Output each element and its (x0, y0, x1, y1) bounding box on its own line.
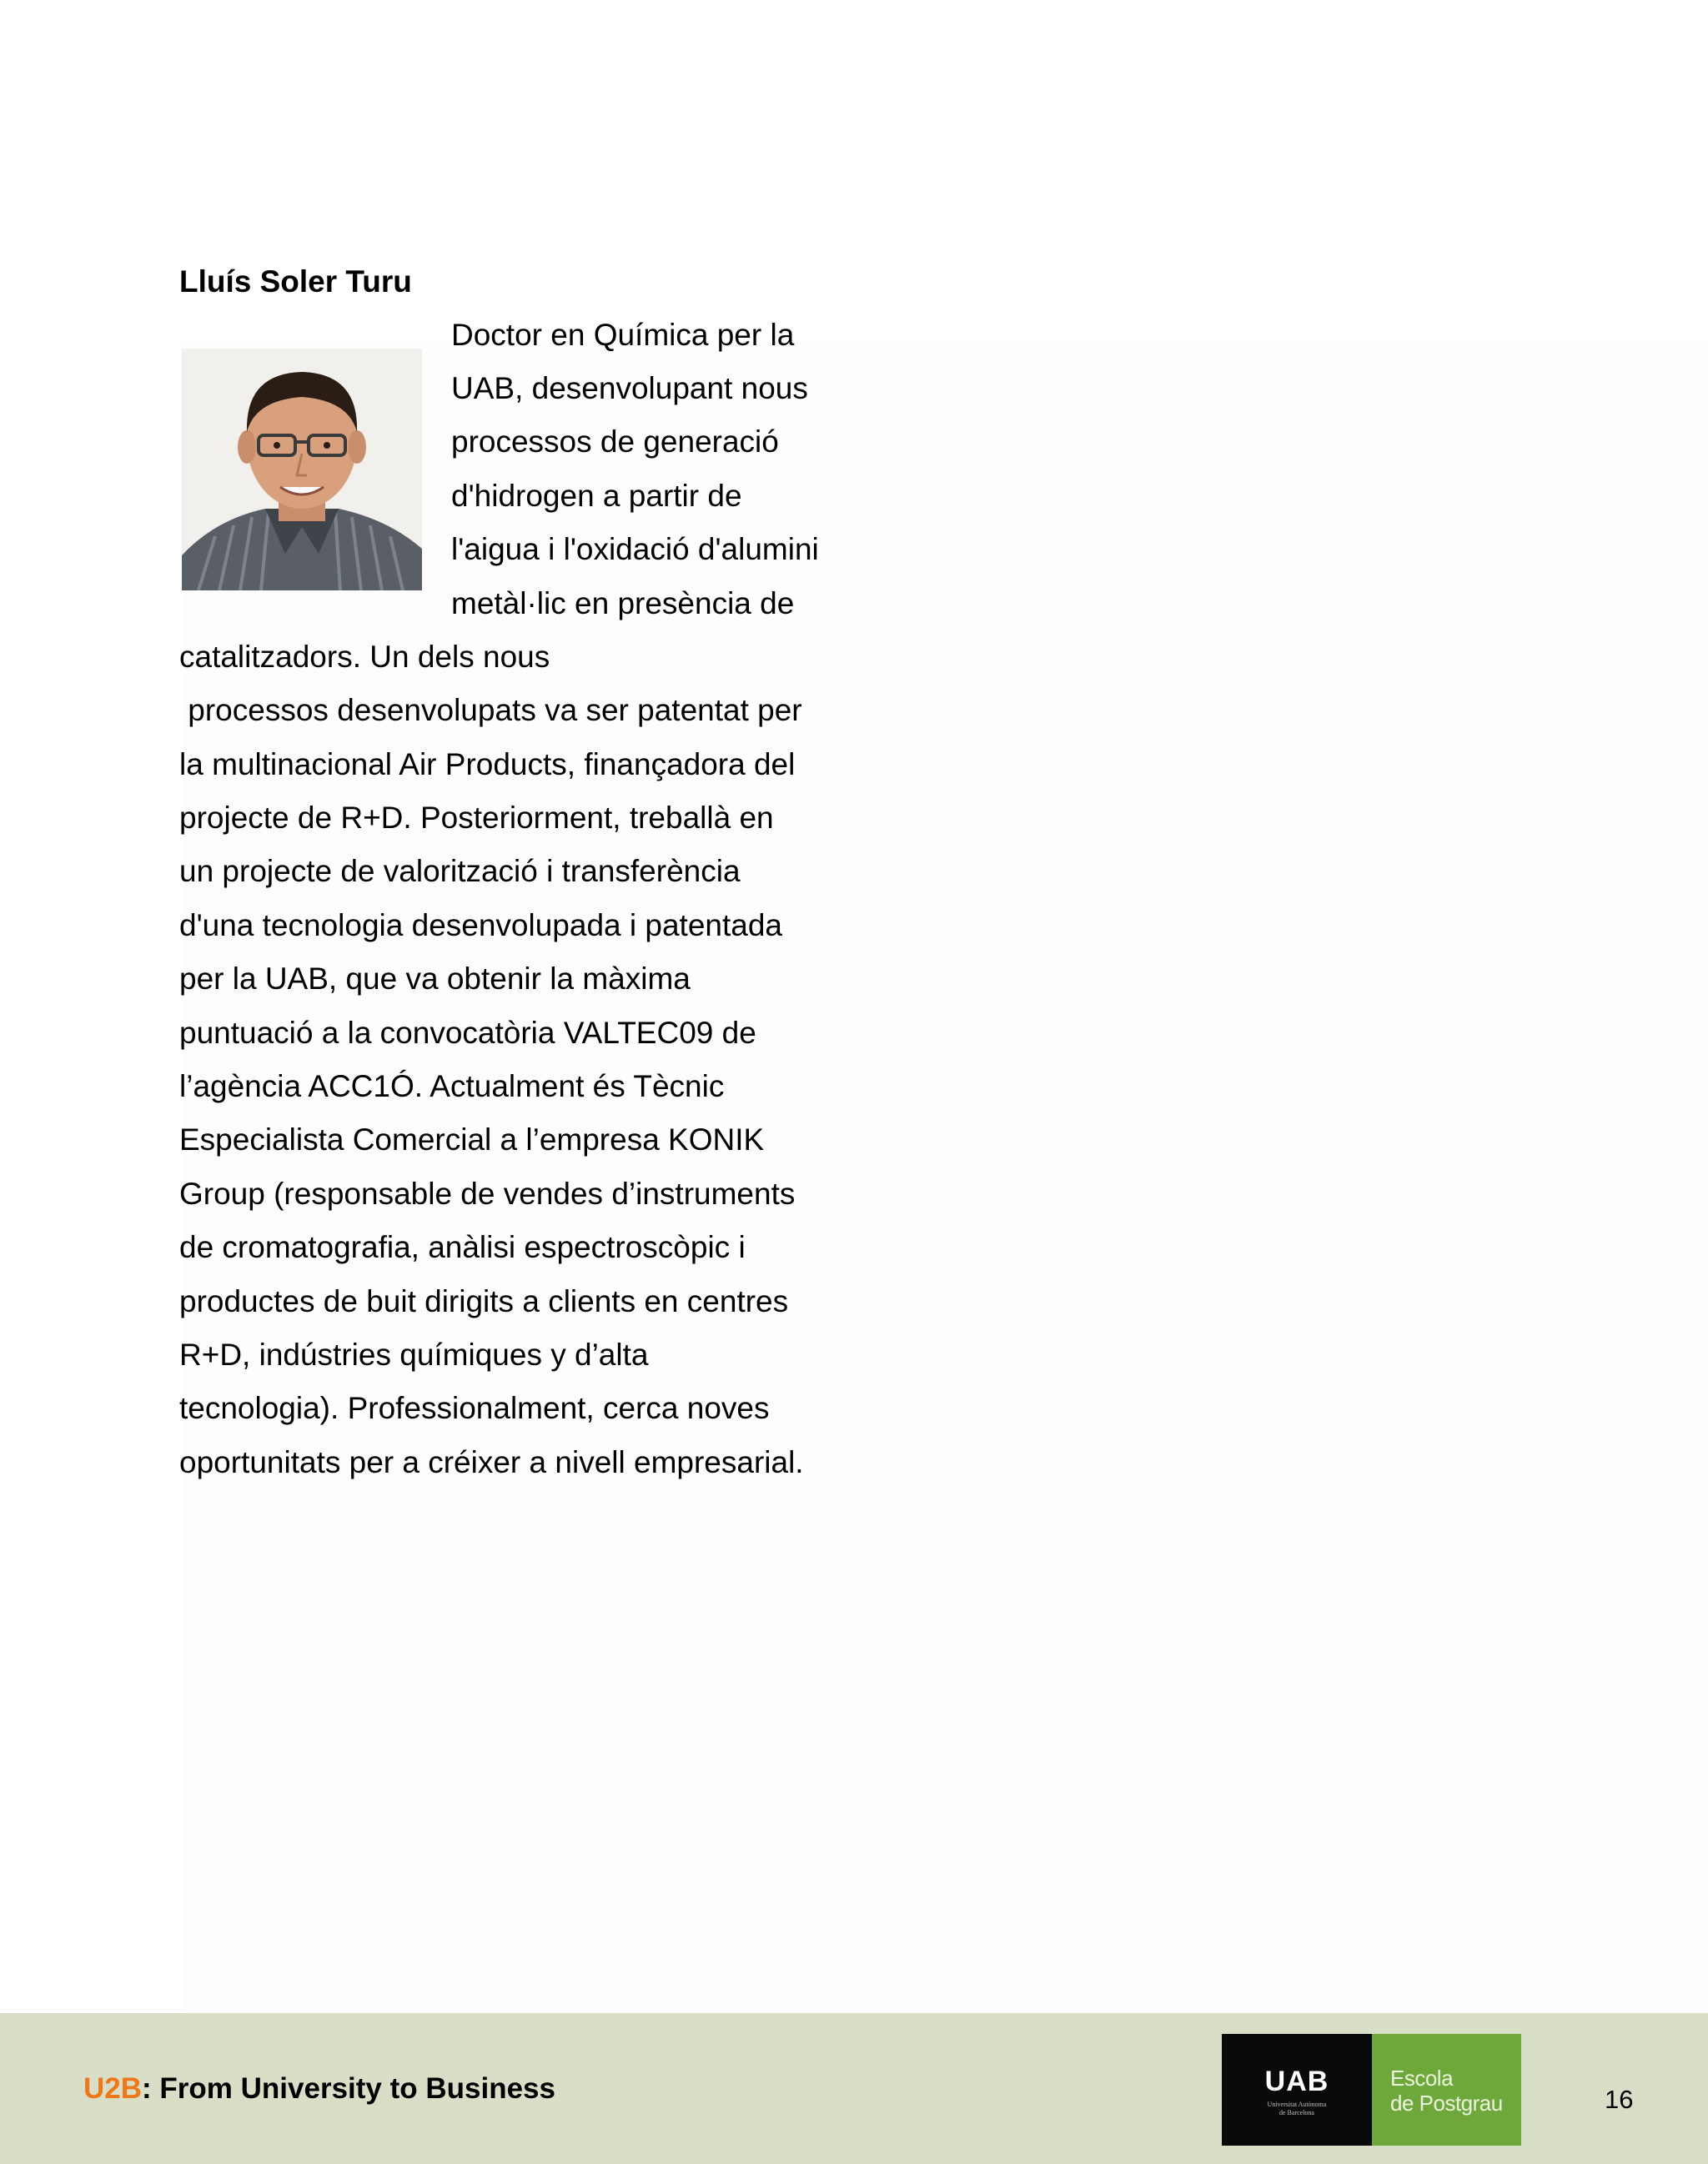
uab-logo-text: UAB (1264, 2066, 1329, 2097)
bio-text-line: de cromatografia, anàlisi espectroscòpic i (179, 1230, 746, 1264)
bio-text-line: R+D, indústries químiques y d’alta (179, 1338, 649, 1372)
bio-text-line: Doctor en Química per la (451, 318, 795, 352)
bio-text-line: Group (responsable de vendes d’instruments (179, 1177, 796, 1211)
tagline-text: : From University to Business (142, 2072, 555, 2105)
bio-text-line: UAB, desenvolupant nous (451, 371, 808, 405)
uab-logo-subtitle: Universitat Autònoma de Barcelona (1267, 2101, 1327, 2116)
bio-text-line: processos de generació (451, 424, 779, 459)
bio-text-line: un projecte de valorització i transferència (179, 854, 741, 888)
bio-text-line: catalitzadors. Un dels nous (179, 640, 550, 674)
bio-text-line: per la UAB, que va obtenir la màxima (179, 961, 691, 996)
bio-text-line: d'una tecnologia desenvolupada i patentada (179, 908, 782, 942)
person-name: Lluís Soler Turu (179, 264, 412, 299)
bio-text-line: la multinacional Air Products, finançadora del (179, 747, 796, 781)
portrait-photo (182, 349, 422, 590)
bio-text-line: puntuació a la convocatòria VALTEC09 de (179, 1016, 756, 1050)
bio-text-line: d'hidrogen a partir de (451, 479, 742, 513)
bio-text-line: l’agència ACC1Ó. Actualment és Tècnic (179, 1069, 725, 1103)
page-number: 16 (1605, 2085, 1634, 2114)
bio-text-line: l'aigua i l'oxidació d'alumini (451, 532, 819, 566)
bio-text-line: processos desenvolupats va ser patentat per (179, 693, 802, 727)
brand-name: U2B (83, 2072, 143, 2105)
bio-text-line: oportunitats per a créixer a nivell empresarial. (179, 1445, 804, 1479)
bio-text-line: tecnologia). Professionalment, cerca noves (179, 1391, 770, 1425)
footer-tagline (83, 2070, 555, 2108)
bio-text-line: Especialista Comercial a l’empresa KONIK (179, 1122, 765, 1157)
bio-text-line: metàl·lic en presència de (451, 586, 795, 620)
bio-text-line: projecte de R+D. Posteriorment, treballà en (179, 801, 774, 835)
escola-logo-text: Escola de Postgrau (1390, 2066, 1503, 2116)
university-logo (1222, 2034, 1521, 2146)
bio-text-line: productes de buit dirigits a clients en centres (179, 1284, 789, 1318)
